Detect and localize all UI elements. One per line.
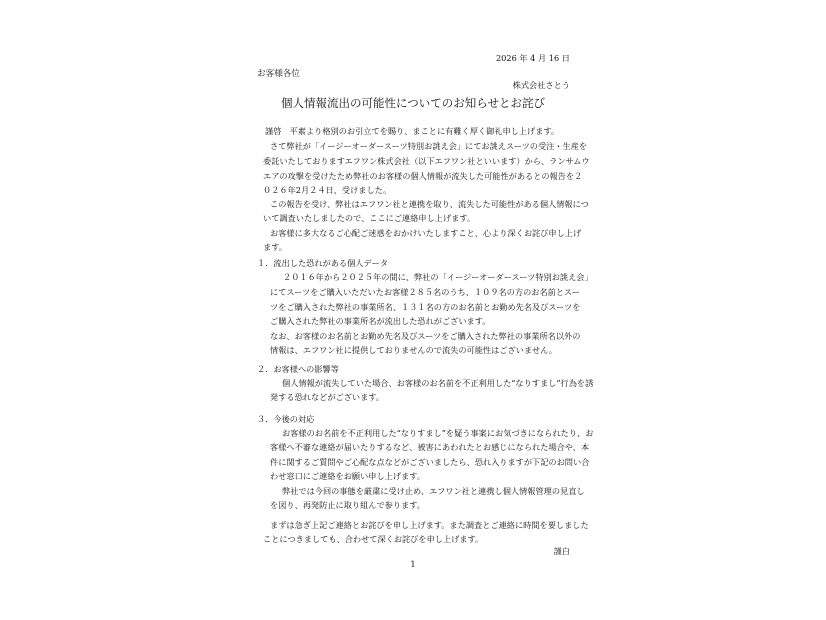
intro-line: 謹啓 平素より格別のお引立てを賜り、まことに有難く厚く御礼申し上げます。 [265,126,560,136]
section-3-line: 客様へ不審な連絡が届いたりするなど、被害にあわれたとお感じになられた場合や、本 [270,442,590,452]
section-1-line: 情報は、エフワン社に提供しておりませんので流失の可能性はございません。 [270,345,558,355]
section-heading-2: ２．お客様への影響等 [257,364,339,374]
section-3-line: 弊社では今回の事態を厳粛に受け止め、エフワン社と連携し個人情報管理の見直し [282,486,585,496]
document-title: 個人情報流出の可能性についてのお知らせとお詫び [281,96,545,110]
intro-line: この報告を受け、弊社はエフワン社と連携を取り、流失した可能性がある個人情報につ [270,199,589,209]
intro-line: 委託いたしておりますエフワン株式会社（以下エフワン社といいます）から、ランサムウ [263,156,590,166]
section-2-line: 個人情報が流失していた場合、お客様のお名前を不正利用した“なりすまし”行為を誘 [282,378,594,388]
intro-line: いて調査いたしましたので、ここにご連絡申し上げます。 [263,213,476,223]
recipient: お客様各位 [257,69,300,79]
section-1-line: ご購入された弊社の事業所名が流出した恐れがございます。 [270,316,491,326]
section-1-line: なお、お客様のお名前とお勤め先名及びスーツをご購入された弊社の事業所名以外の [270,331,581,341]
intro-line: お客様に多大なるご心配ご迷惑をおかけいたしますこと、心より深くお詫び申し上げ [270,228,582,238]
section-3-line: 件に関するご質問やご心配な点などがございましたら、恐れ入りますが下記のお問い合 [270,457,590,467]
section-heading-3: ３．今後の対応 [257,414,315,424]
section-2-line: 発する恐れなどがございます。 [270,392,384,402]
closing-line: ことにつきましても、合わせて深くお詫びを申し上げます。 [263,534,484,544]
document-date: 2026 年 4 月 16 日 [495,53,570,63]
section-heading-1: １．流出した恐れがある個人データ [257,258,389,268]
section-1-line: ２０１６年から２０２５年の間に、弊社の「イージーオーダースーツ特別お誂え会」 [283,272,593,282]
section-3-line: わせ窓口にご連絡をお願い申し上げます。 [270,471,425,481]
intro-line: さて弊社が「イージーオーダースーツ特別お誂え会」にてお誂えスーツの受注・生産を [270,141,588,151]
section-3-line: お客様のお名前を不正利用した“なりすまし”を疑う事案にお気づきになられたり、お [282,428,594,438]
closing-line: まずは急ぎ上記ご連絡とお詫びを申し上げます。また調査とご連絡に時間を要しました [270,520,589,530]
intro-line: ０２６年2月２４日、受けました。 [263,185,392,195]
intro-line: エアの攻撃を受けたため弊社のお客様の個人情報が流失した可能性があるとの報告を２ [263,171,583,181]
sender-company: 株式会社さとう [512,80,570,90]
section-3-line: を図り、再発防止に取り組んで参ります。 [270,500,425,510]
section-1-line: にてスーツをご購入いただいたお客様２８５名のうち、１０９名の方のお名前とスー [270,287,580,297]
intro-line: ます。 [263,242,287,252]
sign-off: 謹白 [553,546,570,556]
section-1-line: ツをご購入された弊社の事業所名、１３１名の方のお名前とお勤め先名及びスーツを [270,302,581,312]
page-number: 1 [410,559,416,569]
